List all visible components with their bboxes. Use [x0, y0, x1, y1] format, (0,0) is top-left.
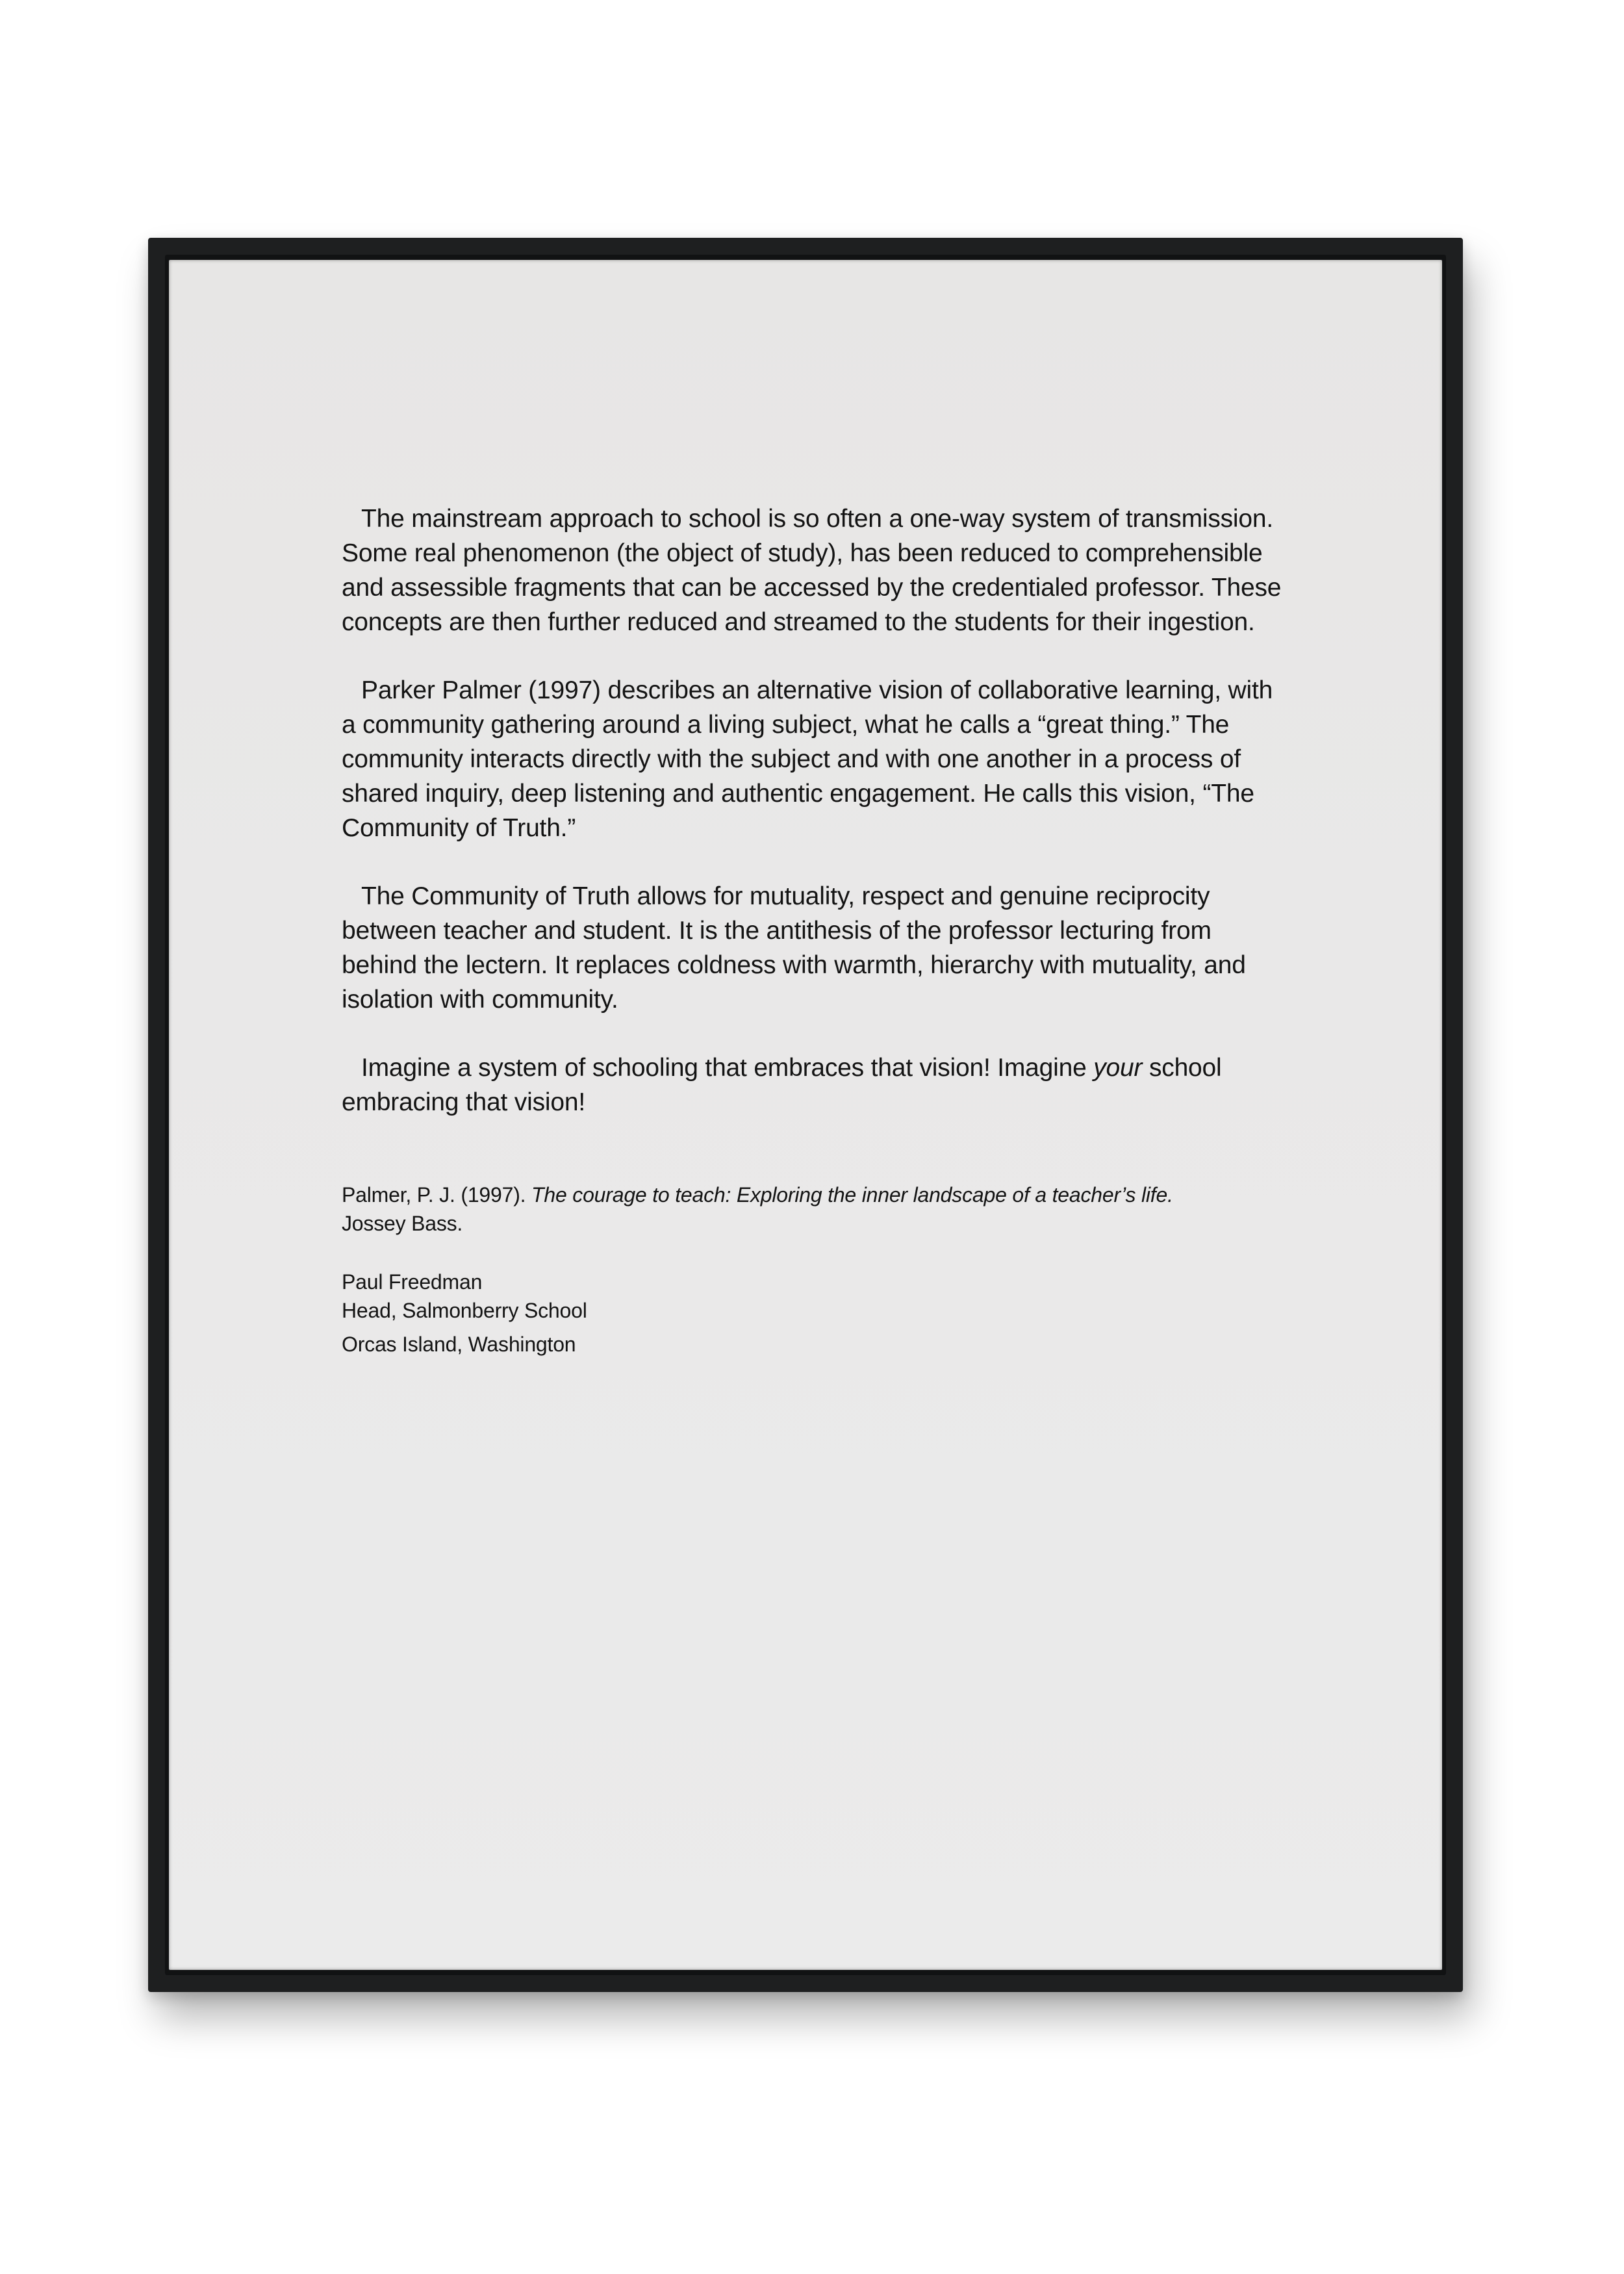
reference-publisher: Jossey Bass. — [342, 1212, 463, 1235]
paragraph-1: The mainstream approach to school is so often a one-way system of transmission. Some real phenomenon (the object of study), has been reduced to comprehensible and assessible fragments that can be accessed by the credentialed professor. These concepts are then further reduced and streamed to the students for their ingestion. — [342, 505, 1282, 636]
reference-citation — [342, 1181, 1284, 1238]
signature-location: Orcas Island, Washington — [342, 1333, 576, 1356]
signature-role: Head, Salmonberry School — [342, 1299, 587, 1322]
paragraph-3: The Community of Truth allows for mutuality, respect and genuine reciprocity between teacher and student. It is the antithesis of the professor lecturing from behind the lectern. It replaces coldness with warmth, hierarchy with mutuality, and isolation with community. — [342, 882, 1246, 1014]
closing-text-before: Imagine a system of schooling that embraces that vision! Imagine — [361, 1054, 1094, 1082]
reference-authors: Palmer, P. J. (1997). — [342, 1183, 532, 1207]
signature-name: Paul Freedman — [342, 1270, 483, 1294]
document-body — [342, 502, 1284, 1359]
signature-block — [342, 1268, 1284, 1359]
closing-text-after: school embracing that vision! — [342, 1054, 1222, 1116]
paragraph-2: Parker Palmer (1997) describes an alternative vision of collaborative learning, with a community gathering around a living subject, what he calls a “great thing.” The community interacts directly with the subject and with one another in a process of shared inquiry, deep listening and authentic engagement. He calls this vision, “The Community of Truth.” — [342, 676, 1273, 842]
reference-title: The courage to teach: Exploring the inner landscape of a teacher’s life. — [531, 1183, 1173, 1207]
paragraph-4 — [342, 1051, 1284, 1119]
closing-text-emphasis: your — [1093, 1054, 1143, 1082]
